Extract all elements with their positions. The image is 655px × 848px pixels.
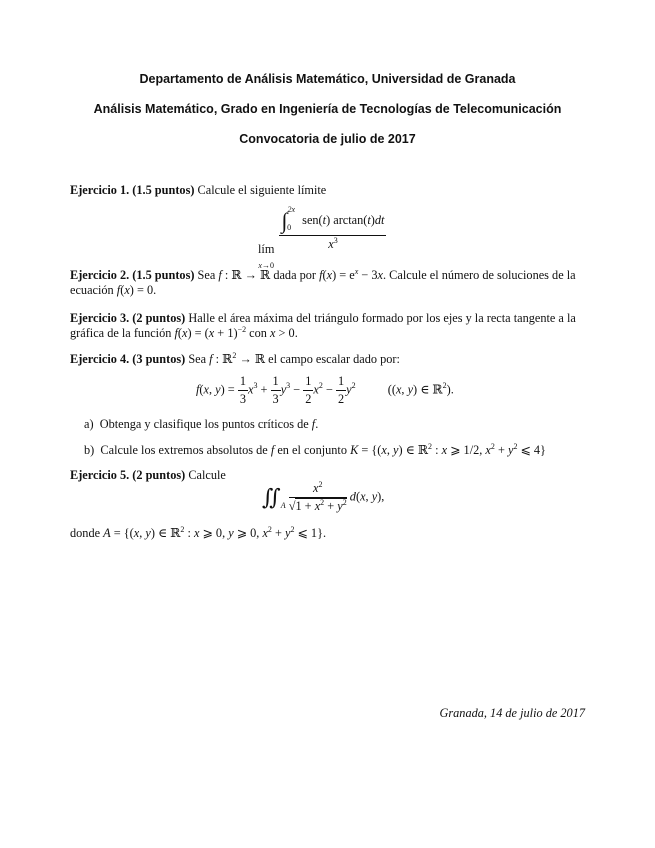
course-header: Análisis Matemático, Grado en Ingeniería de Tecnologías de Telecomunicación <box>93 102 562 116</box>
exercise-1: Ejercicio 1. (1.5 puntos) Calcule el siguiente límite <box>70 183 327 197</box>
double-integral-formula: $∬_A$ $\frac{x^2}{√1 + x^2 + y^2}$ d(x, y), <box>262 479 385 513</box>
exercise-2: Ejercicio 2. (1.5 puntos) Sea f : ℝ → ℝ dada por $f(x) = e^x - 3x$. Calcule el número de soluciones de la ecuación f(x) = 0. <box>70 266 576 297</box>
exercise-4-item-b: b) Calcule los extremos absolutos de f en el conjunto K = {(x, y) ∈ ℝ$^2$ : x ⩾ 1/2, $x^2 + y^2$ ⩽ 4} <box>84 441 546 457</box>
limit-formula: lím x→0 $\frac{\int^{2x}_0 sen(t) \arctan(t)dt}{x^3}$ <box>258 204 385 270</box>
exercise-5: Ejercicio 5. (2 puntos) Calcule <box>70 468 226 482</box>
exercise-3: Ejercicio 3. (2 puntos) Halle el área máxima del triángulo formado por los ejes y la recta tangente a la gráfica de la función $f(x) = (x + 1)^{-2}$ con x > 0. <box>70 311 576 340</box>
department-header: Departamento de Análisis Matemático, Universidad de Granada <box>139 72 516 86</box>
place-date-footer: Granada, 14 de julio de 2017 <box>439 706 585 720</box>
exercise-4-item-a: a) Obtenga y clasifique los puntos críticos de f. <box>84 417 319 431</box>
scalar-field-formula: f(x, y) = $\frac{1}{3}$ $x^3$ + $\frac{1}{3}$ $y^3$ − $\frac{1}{2}$ $x^2$ − $\frac{1}{2}$ $y^2$ ((x, y) ∈ ℝ$^2$). <box>196 374 454 406</box>
exercise-4: Ejercicio 4. (3 puntos) Sea f : ℝ$^2$ → ℝ el campo escalar dado por: <box>70 350 400 366</box>
exam-session-header: Convocatoria de julio de 2017 <box>239 132 416 146</box>
exercise-5-domain: donde A = {(x, y) ∈ ℝ$^2$ : x ⩾ 0, y ⩾ 0, $x^2 + y^2$ ⩽ 1}. <box>70 524 327 540</box>
